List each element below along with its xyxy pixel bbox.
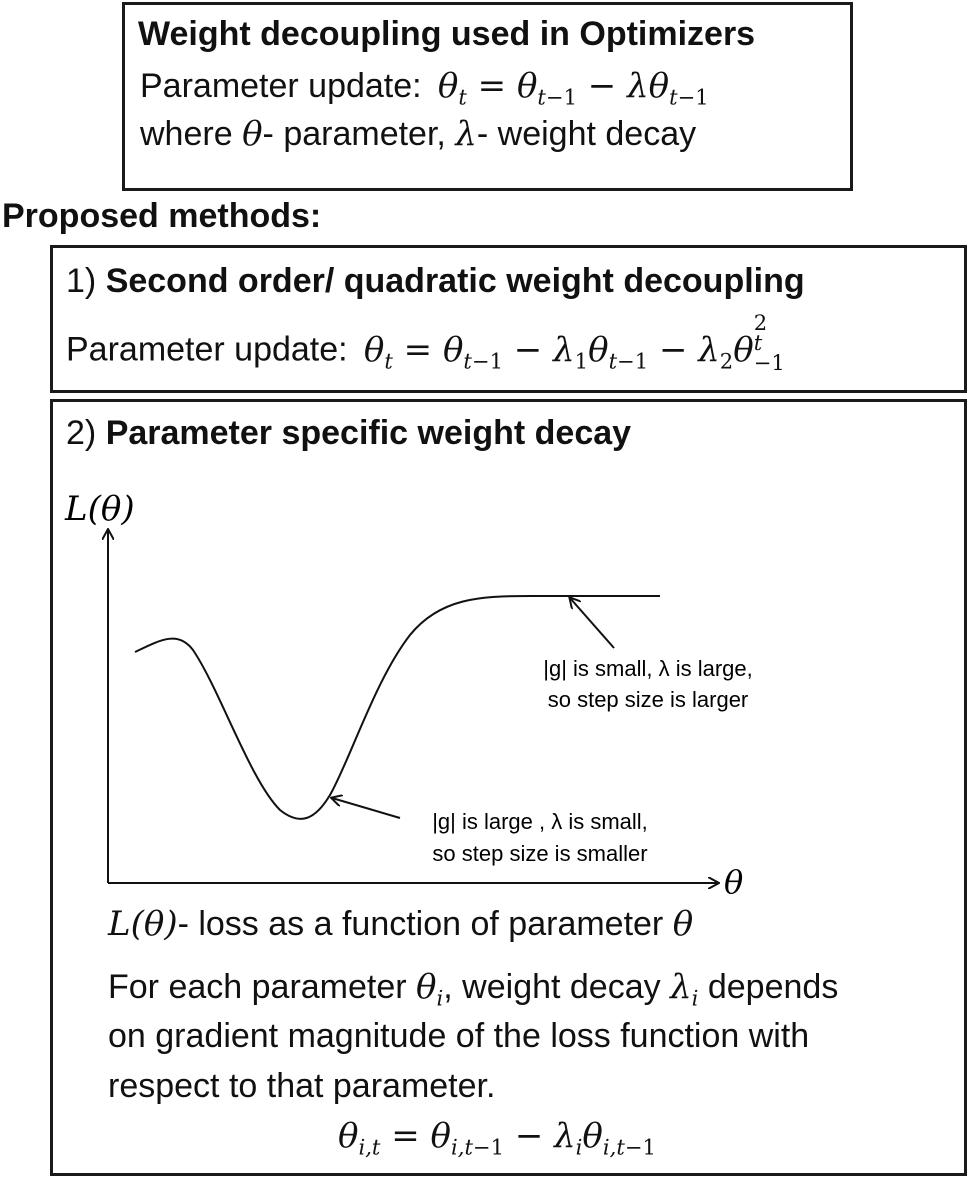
loss-caption-text: - loss as a function of parameter: [177, 905, 664, 943]
method-1-equation: $\theta_t = \theta_{t-1} - \lambda_1\theta_{t-1} - \lambda_2\theta$ 2 t −1: [357, 310, 785, 376]
top-update-label: Parameter update:: [140, 67, 422, 105]
top-annotation-arrow: [570, 598, 614, 648]
top-update-equation: $\theta_t = \theta_{t-1} - \lambda\theta_{t-1}$: [431, 66, 709, 110]
bottom-annotation-arrow: [332, 798, 400, 818]
theta-description: - parameter,: [262, 115, 446, 153]
top-where-line: where θ- parameter, λ- weight decay: [140, 114, 697, 154]
top-annotation-line-2: so step size is larger: [547, 687, 749, 712]
bottom-annotation-line-1: |g| is large , λ is small,: [432, 809, 648, 834]
description-line-3: respect to that parameter.: [108, 1067, 496, 1105]
bottom-annotation-line-2: so step size is smaller: [432, 841, 648, 866]
loss-caption: L(θ)- loss as a function of parameter θ: [108, 904, 694, 944]
loss-function-symbol: L(θ): [108, 904, 178, 944]
proposed-methods-heading: Proposed methods:: [2, 197, 322, 235]
method-2-number: 2): [66, 414, 97, 452]
method-1-number: 1): [66, 262, 97, 300]
weight-decoupling-title: Weight decoupling used in Optimizers: [138, 15, 756, 53]
method-1-title: Second order/ quadratic weight decoupling: [105, 262, 805, 300]
method-1-update-label: Parameter update:: [66, 330, 348, 369]
y-axis-label: L(θ): [65, 489, 135, 529]
method-2-title: Parameter specific weight decay: [105, 414, 632, 452]
top-annotation-line-1: |g| is small, λ is large,: [543, 656, 753, 681]
description-line-1: For each parameter $\theta_i$, weight decay $\lambda_i$ depends: [108, 967, 839, 1011]
description-line-2: on gradient magnitude of the loss function with: [108, 1017, 810, 1055]
where-prefix: where: [140, 115, 233, 153]
x-axis-label: θ: [724, 863, 744, 901]
parameter-specific-equation: $\theta_{i,t} = \theta_{i,t-1} - \lambda_i\theta_{i,t-1}$: [338, 1116, 656, 1160]
lambda-description: - weight decay: [476, 115, 697, 153]
